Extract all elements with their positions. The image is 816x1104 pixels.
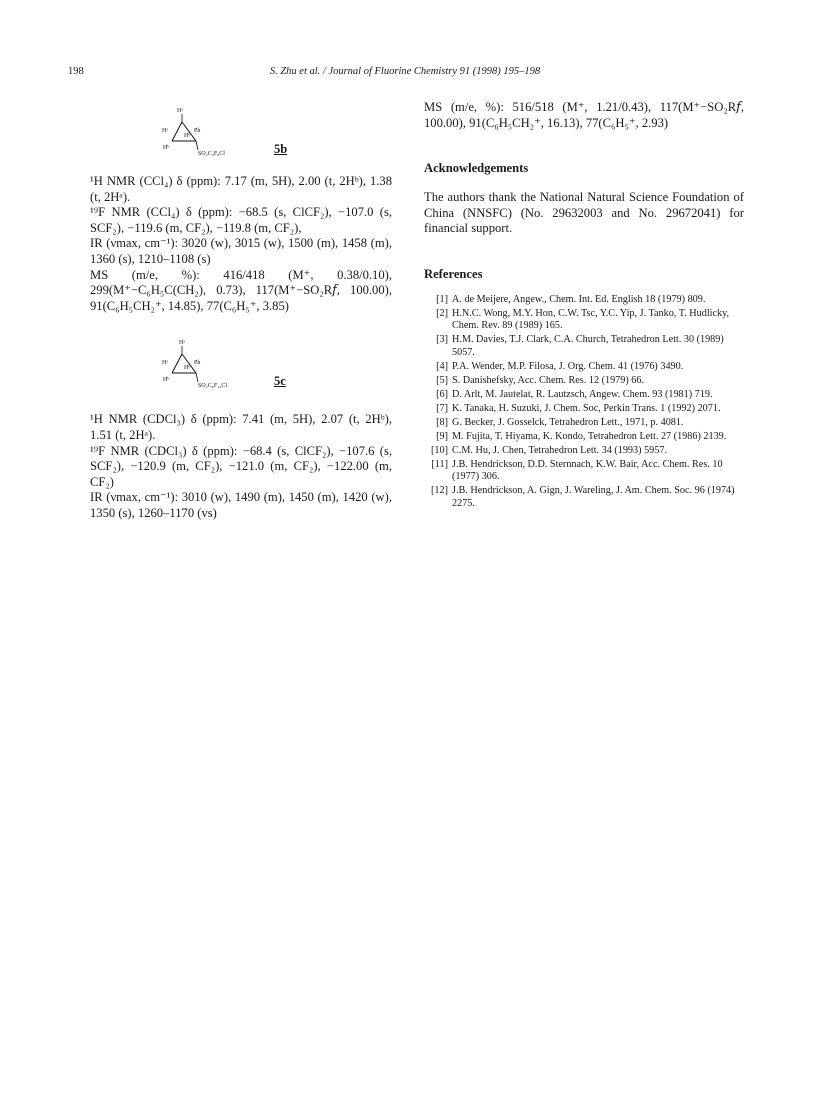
reference-text: P.A. Wender, M.P. Filosa, J. Org. Chem. 41 (1976) 3490. [452,360,684,372]
atom-ha-5b: Hᵃ [177,108,183,114]
ir-5b: IR (νmax, cm⁻¹): 3020 (w), 3015 (w), 1500 (m), 1458 (m), 1360 (s), 1210–1108 (s) [90,236,392,266]
reference-text: H.N.C. Wong, M.Y. Hon, C.W. Tsc, Y.C. Yip, J. Tanko, T. Hudlicky, Chem. Rev. 89 (1989) 165. [452,307,730,332]
reference-number: [10] [431,444,448,456]
atom-ha2-5c: Hᵃ [162,360,168,367]
references-heading: References [424,266,483,281]
reference-item [424,361,744,373]
reference-number: [11] [431,458,448,470]
reference-item [424,431,744,443]
atom-hb-5b: Hᵇ [184,133,191,139]
acknowledgements-heading: Acknowledgements [424,161,529,176]
reference-item [424,334,744,359]
reference-item [424,485,744,510]
reference-text: J.B. Hendrickson, D.D. Sternnach, K.W. Bair, Acc. Chem. Res. 10 (1977) 306. [452,458,723,483]
running-head: S. Zhu et al. / Journal of Fluorine Chemistry 91 (1998) 195–198 [269,66,541,77]
page-header [68,66,742,82]
atom-hb2-5c: Hᵇ [163,377,170,384]
reference-number: [4] [436,360,448,372]
atom-hb2-5b: Hᵇ [163,145,170,151]
atom-hb-5c: Hᵇ [184,365,191,372]
cyclopropane-5c-drawing [90,336,240,398]
structure-5c [90,336,392,398]
acknowledgements-text: The authors thank the National Natural Science Foundation of China (NNSFC) (No. 29632003 and No. 29672041) for financial support. [424,190,744,236]
hnmr-5c: ¹H NMR (CDCl₃) δ (ppm): 7.41 (m, 5H), 2.07 (t, 2Hᵇ), 1.51 (t, 2Hᵃ). [90,412,392,442]
cyclopropane-5b-drawing [90,100,240,162]
reference-item [424,375,744,387]
atom-ph-5b: Ph [194,128,201,134]
reference-text: K. Tanaka, H. Suzuki, J. Chem. Soc, Perkin Trans. 1 (1992) 2071. [452,402,721,414]
fnmr-5b: ¹⁹F NMR (CCl₄) δ (ppm): −68.5 (s, ClCF₂), −107.0 (s, SCF₂), −119.6 (m, CF₂), −119.8 (m, CF₂), [90,205,392,235]
atom-substituent-5c: SO₂C₆F₁₂Cl [198,383,228,390]
ms-5b: MS (m/e, %): 416/418 (M⁺, 0.38/0.10), 299(M⁺−C₆H₅C(CH₂), 0.73), 117(M⁺−SO₂R𝑓, 100.00), 91(C₆H₅CH₂⁺, 14.85), 77(C₆H₅⁺, 3.85) [90,267,392,313]
reference-number: [12] [431,485,448,497]
compound-label-5b: 5b [274,142,288,156]
fnmr-5c: ¹⁹F NMR (CDCl₃) δ (ppm): −68.4 (s, ClCF₂), −107.6 (s, SCF₂), −120.9 (m, CF₂), −121.0 (m, CF₂), −122.00 (m, CF₂) [90,443,392,489]
reference-item [424,389,744,401]
reference-number: [2] [436,307,448,319]
reference-number: [7] [436,402,448,414]
reference-number: [6] [436,388,448,400]
right-column [424,100,744,512]
reference-item [424,294,744,306]
reference-text: M. Fujita, T. Hiyama, K. Kondo, Tetrahedron Lett. 27 (1986) 2139. [452,430,727,442]
reference-text: G. Becker, J. Gosselck, Tetrahedron Lett., 1971, p. 4081. [452,416,684,428]
structure-5b [90,100,392,162]
atom-ha2-5b: Hᵃ [162,128,168,134]
reference-text: D. Arlt, M. Jautelat, R. Lautzsch, Angew. Chem. 93 (1981) 719. [452,388,713,400]
reference-text: H.M. Davies, T.J. Clark, C.A. Church, Tetrahedron Lett. 30 (1989) 5057. [452,334,724,358]
reference-item [424,403,744,415]
references-list [424,294,744,510]
reference-text: S. Danishefsky, Acc. Chem. Res. 12 (1979) 66. [452,374,645,386]
hnmr-5b: ¹H NMR (CCl₄) δ (ppm): 7.17 (m, 5H), 2.00 (t, 2Hᵇ), 1.38 (t, 2Hᵃ). [90,174,392,204]
ir-5c: IR (νmax, cm⁻¹): 3010 (w), 1490 (m), 1450 (m), 1420 (w), 1350 (s), 1260–1170 (vs) [90,490,392,520]
atom-ha-5c: Hᵃ [179,340,185,347]
reference-item [424,308,744,333]
atom-substituent-5b: SO₂C₄F₈Cl [198,151,225,157]
reference-number: [8] [436,416,448,428]
reference-item [424,459,744,484]
page-number: 198 [68,66,84,77]
reference-number: [9] [436,430,448,442]
reference-text: J.B. Hendrickson, A. Gign, J. Wareling, J. Am. Chem. Soc. 96 (1974) 2275. [452,485,735,509]
reference-text: A. de Meijere, Angew., Chem. Int. Ed. English 18 (1979) 809. [452,293,706,305]
reference-number: [3] [436,334,448,346]
data-block-5b [90,174,392,314]
reference-number: [1] [436,293,448,305]
ms-5c: MS (m/e, %): 516/518 (M⁺, 1.21/0.43), 117(M⁺−SO₂R𝑓, 100.00), 91(C₆H₅CH₂⁺, 16.13), 77(C₆H₅⁺, 2.93) [424,100,744,130]
left-column [90,100,392,522]
atom-ph-5c: Ph [194,360,201,367]
reference-number: [5] [436,374,448,386]
reference-text: C.M. Hu, J. Chen, Tetrahedron Lett. 34 (1993) 5957. [452,444,667,456]
data-block-5c [90,412,392,521]
compound-label-5c: 5c [274,374,286,389]
reference-item [424,417,744,429]
reference-item [424,445,744,457]
